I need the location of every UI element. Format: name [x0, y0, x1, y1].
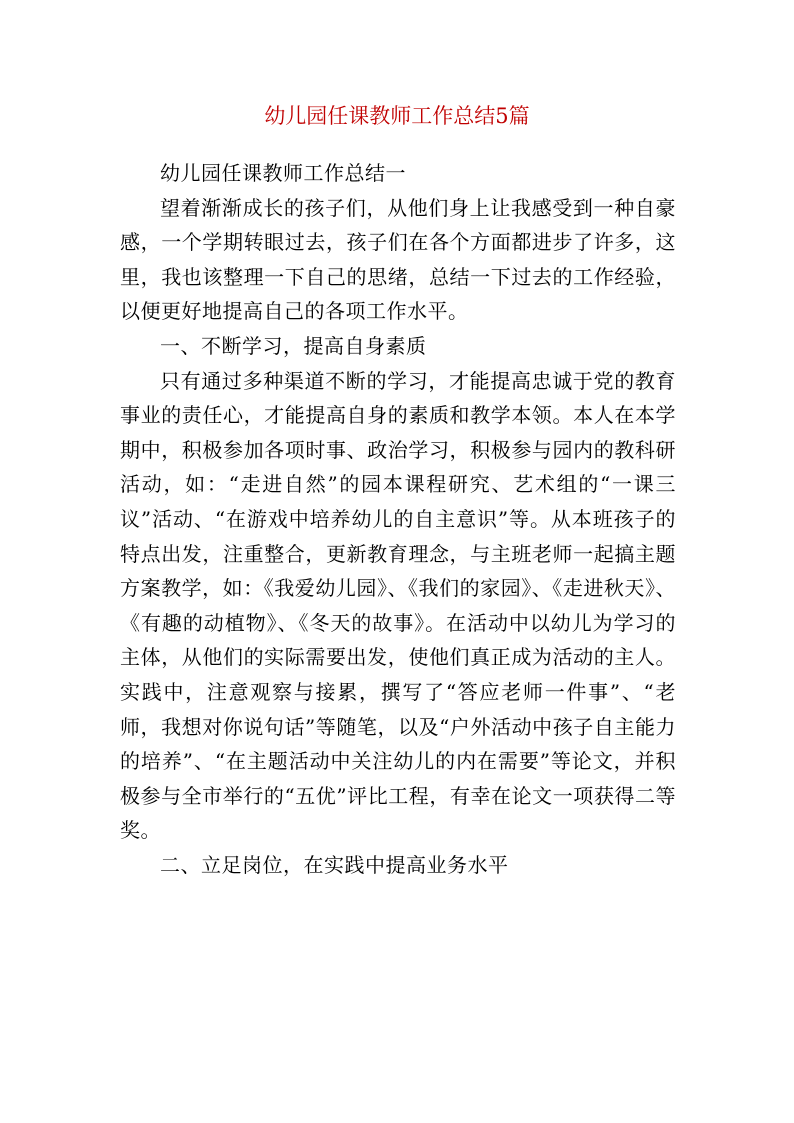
document-title: 幼儿园任课教师工作总结5篇 [264, 104, 530, 128]
subheading-learning: 一、不断学习，提高自身素质 [160, 333, 427, 358]
learning-paragraph: 只有通过多种渠道不断的学习，才能提高忠诚于党的教育事业的责任心，才能提高自身的素质和教学本领。本人在本学期中，积极参加各项时事、政治学习，积极参与园内的教科研活动，如：“走进自然”的园本课程研究、艺术组的“一课三议”活动、“在游戏中培养幼儿的自主意识”等。从本班孩子的特点出发，注重整合，更新教育理念，与主班老师一起搞主题方案教学，如：《我爱幼儿园》、《我们的家园》、《走进秋天》、《有趣的动植物》、《冬天的故事》。在活动中以幼儿为学习的主体，从他们的实际需要出发，使他们真正成为活动的主人。实践中，注意观察与接累，撰写了“答应老师一件事”、“老师，我想对你说句话”等随笔，以及“户外活动中孩子自主能力的培养”、“在主题活动中关注幼儿的内在需要”等论文，并积极参与全市举行的“五优”评比工程，有幸在论文一项获得二等奖。 [120, 368, 676, 843]
intro-paragraph: 望着渐渐成长的孩子们，从他们身上让我感受到一种自豪感，一个学期转眼过去，孩子们在各个方面都进步了许多，这里，我也该整理一下自己的思绪，总结一下过去的工作经验，以便更好地提高自己的各项工作水平。 [120, 195, 676, 324]
subheading-practice: 二、立足岗位，在实践中提高业务水平 [160, 852, 509, 877]
document-body [120, 156, 676, 882]
section-heading-one: 幼儿园任课教师工作总结一 [160, 161, 406, 185]
